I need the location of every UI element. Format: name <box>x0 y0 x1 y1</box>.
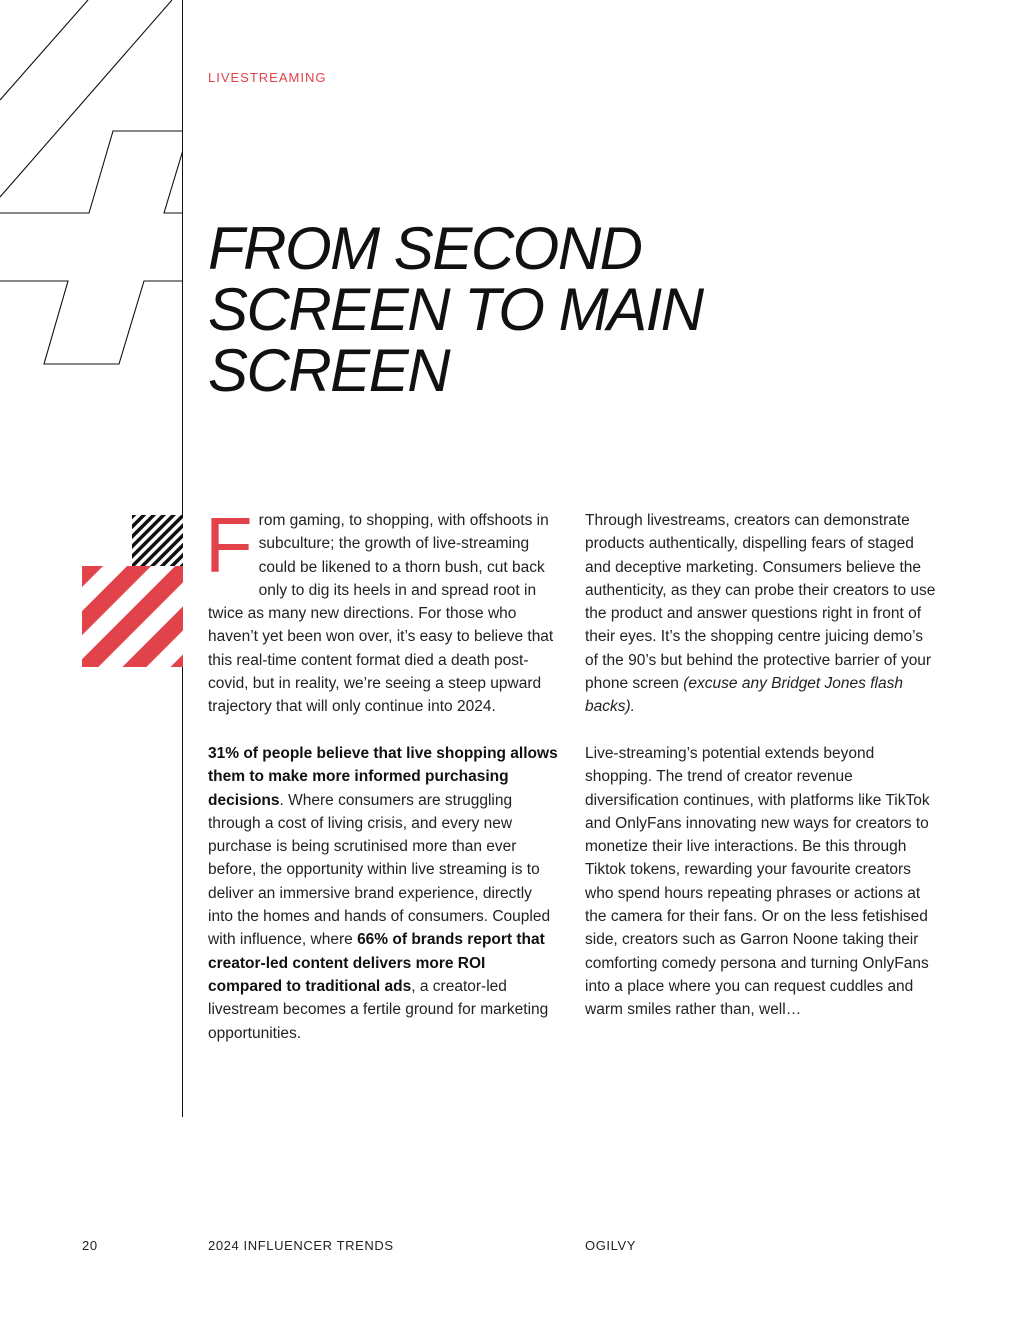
drop-cap: F <box>205 501 253 589</box>
section-label: LIVESTREAMING <box>208 70 327 85</box>
title-line-3: SCREEN <box>208 337 450 404</box>
striped-accent-graphic <box>82 515 183 667</box>
left-column <box>205 501 560 1068</box>
stats-paragraph <box>208 742 560 1045</box>
authenticity-paragraph <box>585 509 937 719</box>
stat-highlight-2: 66% of brands report that creator-led content delivers more ROI compared to traditional ads <box>208 931 545 995</box>
stats-text-2: , a creator-led livestream becomes a fertile ground for marketing opportunities. <box>208 977 549 1042</box>
aside-italic: (excuse any Bridget Jones flash backs). <box>585 675 903 716</box>
title-line-1: FROM SECOND <box>208 215 642 282</box>
page-title <box>208 215 808 404</box>
outlined-four-graphic <box>0 0 183 370</box>
stat-highlight-1: 31% of people believe that live shopping allows them to make more informed purchasing decisions <box>208 744 558 809</box>
page-number: 20 <box>82 1238 98 1253</box>
diversification-paragraph: Live-streaming’s potential extends beyond shopping. The trend of creator revenue diversification continues, with platforms like TikTok and OnlyFans innovating new ways for creators to monetize their live interactions. Be this through Tiktok tokens, rewarding your favourite creators who spend hours repeating phrases or actions at the camera for their fans. Or on the less fetishised side, creators such as Garron Noone taking their comforting comedy persona and turning OnlyFans into a place where you can request cuddles and warm smiles rather than, well… <box>585 744 930 1019</box>
intro-paragraph <box>205 501 560 719</box>
title-line-2: SCREEN TO MAIN <box>208 276 703 343</box>
publication-title: 2024 INFLUENCER TRENDS <box>208 1238 394 1253</box>
right-column <box>585 509 937 1045</box>
stats-text-1: . Where consumers are struggling through a cost of living crisis, and every new purchase is being scrutinised more than ever before, the opportunity within live streaming is to deliver an immersive brand experience, directly into the homes and hands of consumers. Coupled with influence, where <box>208 791 551 949</box>
intro-text: rom gaming, to shopping, with offshoots in subculture; the growth of live-streaming could be likened to a thorn bush, cut back only to dig its heels in and spread root in twice as many new directions. For those who haven’t yet been won over, it’s easy to believe that this real-time content format died a death post-covid, but in reality, we’re seeing a steep upward trajectory that will only continue into 2024. <box>208 512 554 716</box>
brand-name: OGILVY <box>585 1238 637 1253</box>
authenticity-text: Through livestreams, creators can demonstrate products authentically, dispelling fears of staged and deceptive marketing. Consumers believe the authenticity, as they can probe their creators to use the product and answer questions right in front of their eyes. It’s the shopping centre juicing demo’s of the 90’s but behind the protective barrier of your phone screen <box>585 512 936 693</box>
